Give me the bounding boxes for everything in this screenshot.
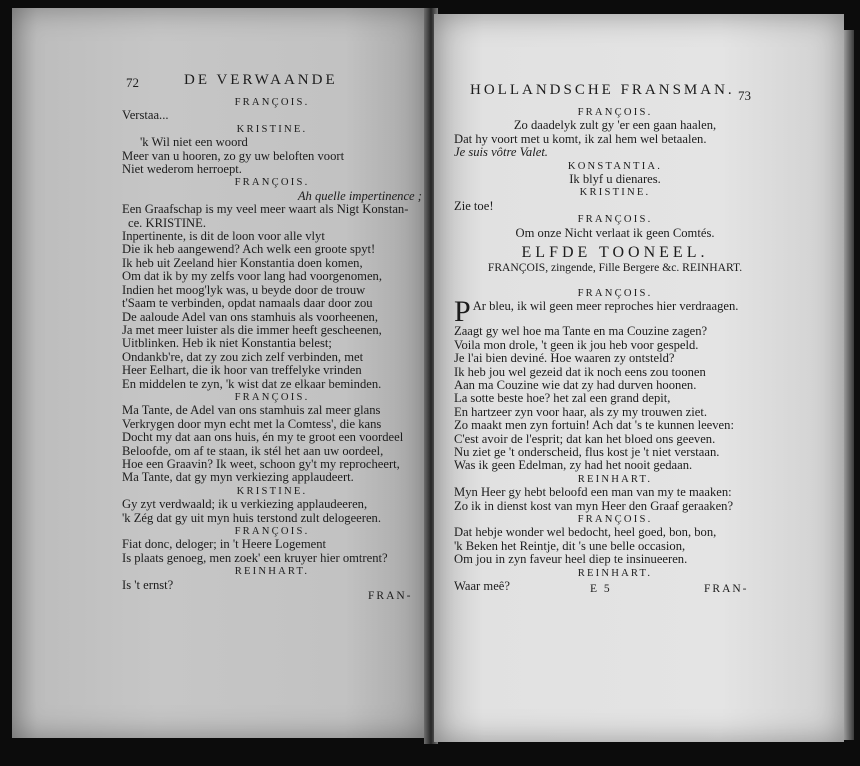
- text-line: Dat hebje wonder wel bedocht, heel goed, bon, bon,: [454, 525, 717, 540]
- speaker-heading: FRANÇOIS.: [234, 526, 310, 537]
- scene-title: ELFDE TOONEEL.: [521, 244, 709, 262]
- speaker-heading: REINHART.: [577, 473, 653, 485]
- text-line: Inpertinente, is dit de loon voor alle vlyt: [122, 229, 325, 244]
- speaker-heading: KONSTANTIA.: [567, 160, 663, 172]
- text-line: Uitblinken. Heb ik niet Konstantia belest;: [122, 336, 332, 351]
- text-line: 'k Wil niet een woord: [140, 135, 248, 150]
- text-line: Een Graafschap is my veel meer waart als Nigt Konstan-: [122, 202, 409, 217]
- text-line: Dat hy voort met u komt, ik zal hem wel betaalen.: [454, 131, 707, 146]
- left-lines: [122, 96, 422, 592]
- text-line: Zo daadelyk zult gy 'er een gaan haalen,: [513, 118, 717, 133]
- text-line: Zie toe!: [454, 198, 494, 213]
- right-running-head-row: [454, 84, 776, 106]
- text-line: Ik heb uit Zeeland hier Konstantia doen komen,: [122, 255, 363, 270]
- left-page: [12, 8, 428, 738]
- text-line: Verkrygen door myn echt met la Comtess', die kans: [122, 416, 382, 431]
- text-line: Docht my dat aan ons huis, én my te groot een voordeel: [122, 430, 404, 445]
- text-line: Hoe een Graavin? Ik weet, schoon gy't my reprocheert,: [122, 456, 400, 471]
- text-line: La sotte beste hoe? het zal een grand depit,: [454, 391, 671, 406]
- speaker-heading: FRANÇOIS.: [234, 391, 310, 403]
- text-line: Om dat ik by my zelfs voor lang had voorgenomen,: [122, 269, 382, 284]
- speaker-heading: FRANÇOIS.: [577, 287, 653, 299]
- text-line: Meer van u hooren, zo gy uw beloften voort: [122, 148, 345, 163]
- text-line: Ik blyf u dienares.: [569, 172, 661, 187]
- text-line: 'k Beken het Reintje, dit 's une belle occasion,: [454, 538, 686, 553]
- text-line: Ondankb're, dat zy zou zich zelf verbinden, met: [122, 349, 364, 364]
- text-line: Ah quelle impertinence ;: [297, 188, 422, 203]
- left-catchword: FRAN-: [368, 590, 413, 602]
- speaker-heading: FRANÇOIS.: [577, 214, 653, 226]
- speaker-heading: KRISTINE.: [236, 485, 308, 497]
- text-line: Verstaa...: [122, 108, 169, 123]
- text-line: Ma Tante, de Adel van ons stamhuis zal meer glans: [122, 403, 381, 418]
- text-line: Voila mon drole, 't geen ik jou heb voor gespeld.: [454, 337, 699, 352]
- speaker-heading: KRISTINE.: [579, 187, 651, 199]
- right-lines-top: [454, 106, 776, 240]
- right-page: [434, 14, 844, 742]
- text-line: ce. KRISTINE.: [128, 215, 206, 230]
- text-line: Zo maakt men zyn fortuin! Ach dat 's te kunnen leeven:: [454, 418, 734, 433]
- text-line: En hartzeer zyn voor haar, als zy my trouwen ziet.: [454, 404, 708, 419]
- left-text-column: [122, 74, 422, 592]
- text-line: En middelen te zyn, 'k wist dat ze elkaar beminden.: [122, 376, 382, 391]
- text-line: Je suis vôtre Valet.: [454, 145, 548, 160]
- text-line: Ik heb jou wel gezeid dat ik noch eens zou toonen: [454, 364, 706, 379]
- text-line: Ja met meer luister als die immer heeft gescheenen,: [122, 322, 382, 337]
- text-line: Indien het moog'lyk was, u beyde door de trouw: [122, 282, 366, 297]
- left-page-number: 72: [126, 75, 139, 90]
- right-page-number: 73: [738, 88, 751, 103]
- dramatis-personae: FRANÇOIS, zingende, Fille Bergere &c. REINHART.: [487, 261, 743, 275]
- text-line: Is 't ernst?: [122, 577, 174, 592]
- text-line: Niet wederom herroept.: [122, 162, 242, 177]
- book-edge: [844, 30, 854, 740]
- right-catchword: FRAN-: [704, 583, 749, 595]
- signature-mark: E 5: [590, 583, 612, 595]
- first-speech-line: [454, 300, 776, 325]
- text-line: Om onze Nicht verlaat ik geen Comtés.: [515, 225, 715, 240]
- speaker-heading: FRANÇOIS.: [234, 177, 310, 189]
- speaker-heading: FRANÇOIS.: [234, 97, 310, 108]
- text-line: Die ik heb aangewend? Ach welk een groote spyt!: [122, 242, 376, 257]
- text-line: Ma Tante, dat gy myn verkiezing applaudeert.: [122, 470, 354, 485]
- text-line: Aan ma Couzine wie dat zy had durven hoonen.: [454, 377, 697, 392]
- speaker-heading: REINHART.: [234, 566, 310, 578]
- right-lines-bottom: [454, 325, 776, 593]
- speaker-heading: FRANÇOIS.: [577, 513, 653, 525]
- speaker-heading: REINHART.: [577, 567, 653, 579]
- text-line: Zaagt gy wel hoe ma Tante en ma Couzine zagen?: [454, 324, 708, 339]
- text-line: Nu ziet ge 't onderscheid, flus kost je 't niet verstaan.: [454, 444, 720, 459]
- speaker-heading: FRANÇOIS.: [577, 107, 653, 118]
- text-line: Is plaats genoeg, men zoek' een kruyer hier omtrent?: [122, 550, 388, 565]
- text-line: Fiat donc, deloger; in 't Heere Logement: [122, 537, 327, 552]
- text-line: De aaloude Adel van ons stamhuis als voorheenen,: [122, 309, 379, 324]
- left-running-head-row: [122, 74, 422, 96]
- text-line: t'Saam te verbinden, opdat namaals daar door zou: [122, 296, 373, 311]
- text-line: C'est avoir de l'esprit; dat kan het bloed ons geeven.: [454, 431, 716, 446]
- text-line: Waar meê?: [454, 579, 510, 593]
- text-line: Om jou in zyn faveur heel diep te insinueeren.: [454, 552, 688, 567]
- drop-cap: P: [454, 300, 471, 326]
- right-text-column: [454, 84, 776, 593]
- first-line-text: Ar bleu, ik wil geen meer reproches hier verdraagen.: [472, 300, 739, 314]
- text-line: Gy zyt verdwaald; ik u verkiezing applaudeeren,: [122, 497, 368, 512]
- text-line: Zo ik in dienst kost van myn Heer den Graaf geraaken?: [454, 498, 734, 513]
- speaker-heading: KRISTINE.: [236, 123, 308, 135]
- text-line: 'k Zég dat gy uit myn huis terstond zult delogeeren.: [122, 510, 381, 525]
- text-line: Myn Heer gy hebt beloofd een man van my te maaken:: [454, 485, 732, 500]
- text-line: Je l'ai bien deviné. Hoe waaren zy ontsteld?: [454, 351, 675, 366]
- left-running-head: DE VERWAANDE: [184, 72, 338, 88]
- text-line: Heer Eelhart, die ik hoor van treffelyke vrinden: [122, 363, 362, 378]
- right-running-head: HOLLANDSCHE FRANSMAN.: [470, 82, 735, 98]
- text-line: Was ik geen Edelman, zy had het nooit gedaan.: [454, 458, 693, 473]
- text-line: Beloofde, om af te staan, ik stél het aan uw oordeel,: [122, 443, 384, 458]
